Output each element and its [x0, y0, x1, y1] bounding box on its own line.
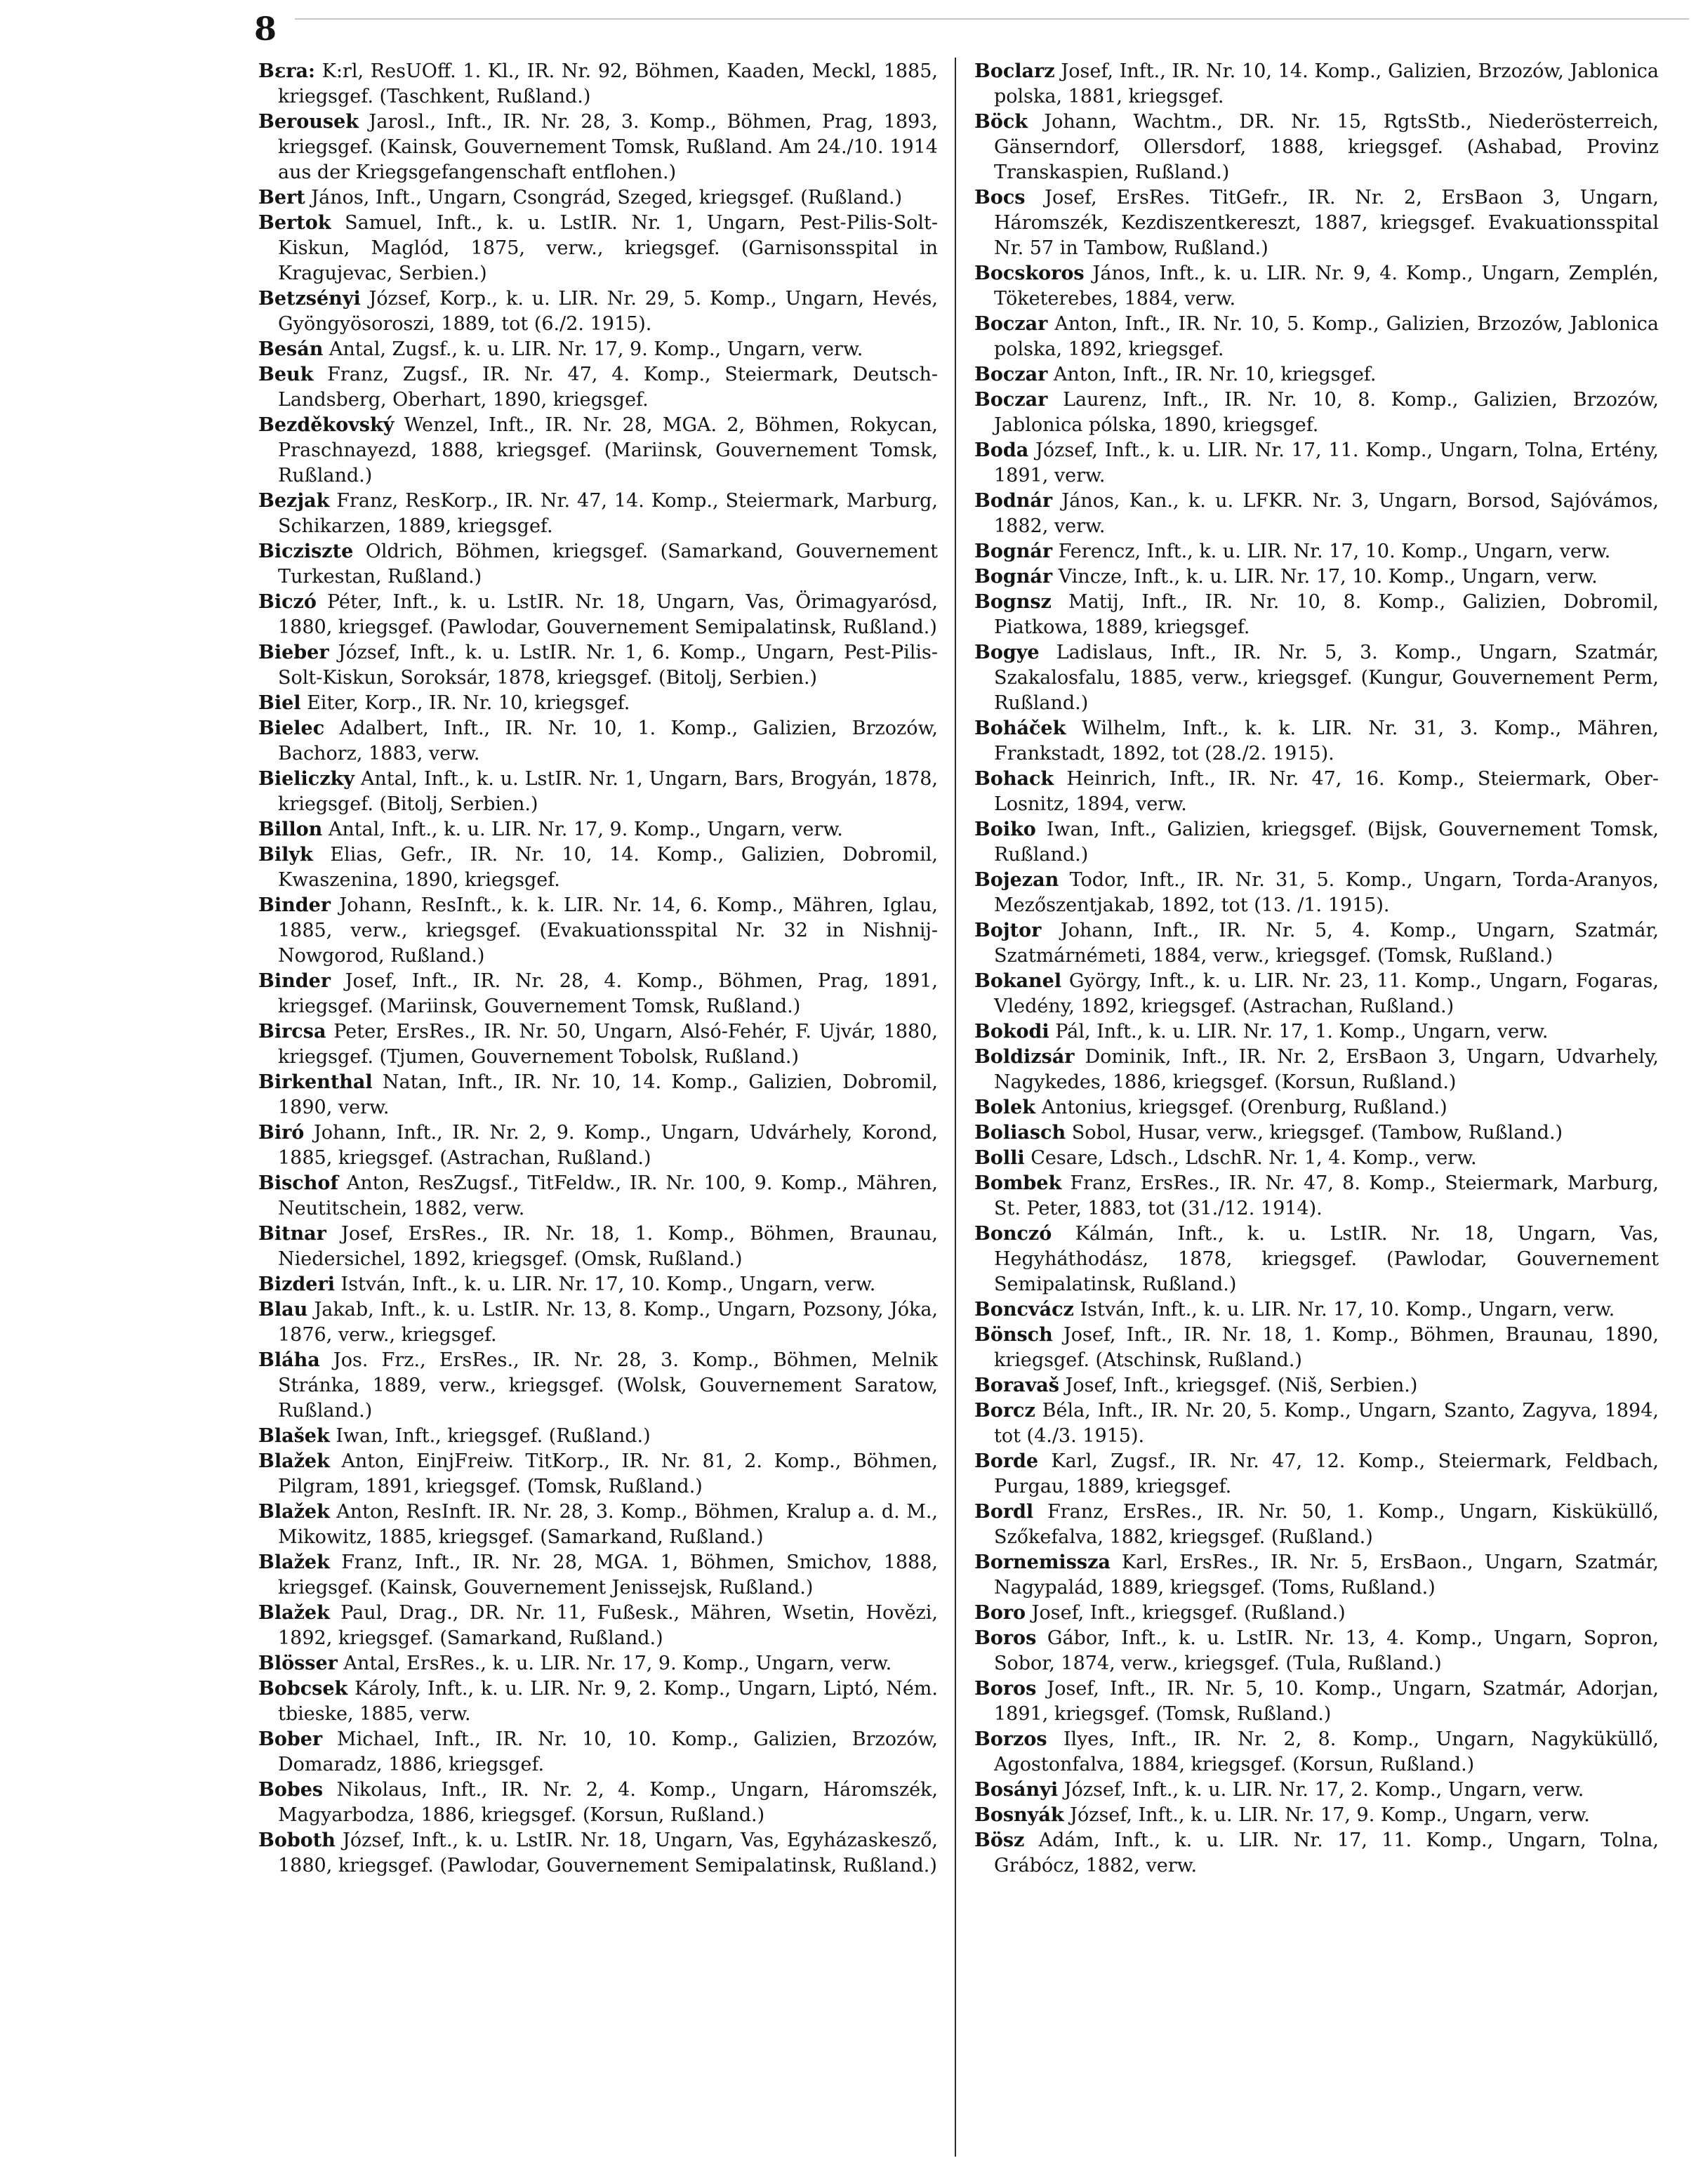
entry-details: Péter, Inft., k. u. LstIR. Nr. 18, Ungarn, Vas, Örimagyarósd, 1880, kriegsgef. (Pawlodar, Gouvernement Semipalatinsk, Rußland.) — [278, 591, 938, 638]
register-entry — [974, 1676, 1659, 1727]
entry-details: Sobol, Husar, verw., kriegsgef. (Tambow, Rußland.) — [1066, 1122, 1563, 1144]
register-entry — [974, 59, 1659, 110]
register-entry — [258, 211, 938, 286]
register-entry — [258, 640, 938, 691]
entry-surname: Binder — [258, 970, 331, 992]
entry-details: Anton, Inft., IR. Nr. 10, 5. Komp., Galizien, Brzozów, Jablonica polska, 1892, kriegsgef. — [994, 313, 1659, 360]
entry-surname: Boczar — [974, 364, 1048, 385]
register-entry — [258, 893, 938, 969]
entry-details: Iwan, Inft., kriegsgef. (Rußland.) — [329, 1425, 651, 1447]
entry-details: Eiter, Korp., IR. Nr. 10, kriegsgef. — [300, 692, 630, 714]
entry-surname: Boros — [974, 1678, 1037, 1700]
entry-details: Anton, Inft., IR. Nr. 10, kriegsgef. — [1047, 364, 1377, 385]
register-entry — [258, 1449, 938, 1500]
page-number: 8 — [254, 10, 277, 48]
entry-surname: Blažek — [258, 1602, 330, 1624]
entry-surname: Bombek — [974, 1172, 1062, 1194]
entry-details: Josef, Inft., IR. Nr. 10, 14. Komp., Galizien, Brzozów, Jablonica polska, 1881, kriegsgef. — [994, 60, 1659, 107]
register-entry — [974, 185, 1659, 261]
entry-details: Anton, EinjFreiw. TitKorp., IR. Nr. 81, 2. Komp., Böhmen, Pilgram, 1891, kriegsgef. (Tomsk, Rußland.) — [278, 1450, 938, 1497]
entry-surname: Bordl — [974, 1501, 1034, 1523]
entry-details: József, Inft., k. u. LstIR. Nr. 1, 6. Komp., Ungarn, Pest-Pilis-Solt-Kiskun, Soroksár, 1878, kriegsgef. (Bitolj, Serbien.) — [278, 642, 938, 689]
entry-details: József, Inft., k. u. LIR. Nr. 17, 11. Komp., Ungarn, Tolna, Ertény, 1891, verw. — [994, 439, 1659, 487]
entry-details: János, Inft., k. u. LIR. Nr. 9, 4. Komp., Ungarn, Zemplén, Töketerebes, 1884, verw. — [994, 263, 1659, 310]
entry-surname: Bodnár — [974, 490, 1053, 512]
entry-surname: Bosányi — [974, 1779, 1059, 1801]
entry-surname: Bláha — [258, 1349, 320, 1371]
entry-surname: Bognsz — [974, 591, 1052, 613]
entry-details: Gábor, Inft., k. u. LstIR. Nr. 13, 4. Komp., Ungarn, Sopron, Sobor, 1874, verw., kriegsgef. (Tula, Rußland.) — [994, 1627, 1659, 1674]
entry-surname: Boda — [974, 439, 1029, 461]
register-entry — [258, 716, 938, 767]
entry-details: Anton, ResInft. IR. Nr. 28, 3. Komp., Böhmen, Kralup a. d. M., Mikowitz, 1885, kriegsgef. (Samarkand, Rußland.) — [278, 1501, 938, 1548]
entry-details: Béla, Inft., IR. Nr. 20, 5. Komp., Ungarn, Szanto, Zagyva, 1894, tot (4./3. 1915). — [994, 1400, 1659, 1447]
register-entry — [258, 1171, 938, 1222]
register-entry — [258, 842, 938, 893]
entry-details: Todor, Inft., IR. Nr. 31, 5. Komp., Ungarn, Torda-Aranyos, Mezőszentjakab, 1892, tot (13. /1. 1915). — [994, 869, 1659, 916]
entry-details: Franz, ErsRes., IR. Nr. 50, 1. Komp., Ungarn, Kisküküllő, Szőkefalva, 1882, kriegsgef. (Rußland.) — [994, 1501, 1659, 1548]
entry-surname: Boháček — [974, 717, 1066, 739]
entry-surname: Blau — [258, 1299, 308, 1321]
entry-surname: Bognár — [974, 541, 1053, 562]
register-entry — [258, 1828, 938, 1879]
register-entry — [974, 1222, 1659, 1297]
entry-details: Kálmán, Inft., k. u. LstIR. Nr. 18, Ungarn, Vas, Hegyháthodász, 1878, kriegsgef. (Pawlodar, Gouvernement Semipalatinsk, Rußland.) — [994, 1223, 1659, 1295]
register-entry — [258, 539, 938, 590]
register-entry — [974, 918, 1659, 969]
register-entry — [974, 640, 1659, 716]
entry-surname: Bert — [258, 187, 305, 209]
register-entry — [974, 1323, 1659, 1373]
entry-details: Franz, ResKorp., IR. Nr. 47, 14. Komp., Steiermark, Marburg, Schikarzen, 1889, kriegsgef. — [278, 490, 938, 537]
entry-surname: Blažek — [258, 1450, 330, 1472]
register-entry — [258, 110, 938, 185]
register-entry — [974, 388, 1659, 438]
register-entry — [974, 1120, 1659, 1146]
entry-surname: Bicziszte — [258, 541, 354, 562]
entry-surname: Boczar — [974, 389, 1048, 411]
entry-surname: Boczar — [974, 313, 1048, 335]
entry-details: József, Inft., k. u. LIR. Nr. 17, 2. Komp., Ungarn, verw. — [1058, 1779, 1584, 1801]
entry-surname: Boldizsár — [974, 1046, 1075, 1068]
entry-surname: Bojezan — [974, 869, 1059, 891]
entry-details: Peter, ErsRes., IR. Nr. 50, Ungarn, Alsó-Fehér, F. Ujvár, 1880, kriegsgef. (Tjumen, Gouvernement Tobolsk, Rußland.) — [278, 1021, 938, 1068]
entry-details: Josef, Inft., kriegsgef. (Niš, Serbien.) — [1059, 1375, 1418, 1396]
entry-surname: Bobcsek — [258, 1678, 348, 1700]
register-entry — [974, 1095, 1659, 1120]
entry-surname: Blösser — [258, 1653, 338, 1674]
entry-surname: Boliasch — [974, 1122, 1066, 1144]
register-entry — [974, 1828, 1659, 1879]
entry-surname: Bircsa — [258, 1021, 326, 1043]
entry-surname: Bertok — [258, 212, 331, 234]
entry-details: Elias, Gefr., IR. Nr. 10, 14. Komp., Galizien, Dobromil, Kwaszenina, 1890, kriegsgef. — [278, 844, 938, 891]
entry-details: Pál, Inft., k. u. LIR. Nr. 17, 1. Komp., Ungarn, verw. — [1049, 1021, 1549, 1043]
entry-surname: Boclarz — [974, 60, 1055, 82]
register-entry — [258, 1120, 938, 1171]
register-entry — [258, 1222, 938, 1272]
entry-surname: Biczó — [258, 591, 317, 613]
entry-surname: Boros — [974, 1627, 1037, 1649]
entry-surname: Bielec — [258, 717, 325, 739]
entry-details: Johann, Inft., IR. Nr. 2, 9. Komp., Ungarn, Udvárhely, Korond, 1885, kriegsgef. (Astrachan, Rußland.) — [278, 1122, 938, 1169]
register-entry — [258, 767, 938, 817]
entry-details: Ferencz, Inft., k. u. LIR. Nr. 17, 10. Komp., Ungarn, verw. — [1052, 541, 1611, 562]
entry-details: Iwan, Inft., Galizien, kriegsgef. (Bijsk, Gouvernement Tomsk, Rußland.) — [994, 819, 1659, 866]
entry-surname: Billon — [258, 819, 323, 840]
entry-details: János, Inft., Ungarn, Csongrád, Szeged, kriegsgef. (Rußland.) — [305, 187, 903, 209]
register-entry — [974, 767, 1659, 817]
register-entry — [974, 817, 1659, 868]
entry-details: Josef, ErsRes., IR. Nr. 18, 1. Komp., Böhmen, Braunau, Niedersichel, 1892, kriegsgef. (Omsk, Rußland.) — [278, 1223, 938, 1270]
entry-details: Karl, ErsRes., IR. Nr. 5, ErsBaon., Ungarn, Szatmár, Nagypalád, 1889, kriegsgef. (Toms, Rußland.) — [994, 1551, 1659, 1599]
entry-details: Josef, Inft., kriegsgef. (Rußland.) — [1026, 1602, 1346, 1624]
entry-details: István, Inft., k. u. LIR. Nr. 17, 10. Komp., Ungarn, verw. — [334, 1273, 876, 1295]
entry-surname: Bokanel — [974, 970, 1062, 992]
entry-surname: Bolek — [974, 1097, 1035, 1118]
entry-surname: Bobes — [258, 1779, 324, 1801]
entry-details: Laurenz, Inft., IR. Nr. 10, 8. Komp., Galizien, Brzozów, Jablonica pólska, 1890, kriegsgef. — [994, 389, 1659, 436]
entry-surname: Bezděkovský — [258, 414, 395, 436]
entry-details: Johann, ResInft., k. k. LIR. Nr. 14, 6. Komp., Mähren, Iglau, 1885, verw., kriegsgef. (Evakuationsspital Nr. 32 in Nishnij-Nowgorod, Rußland.) — [278, 894, 938, 967]
entry-surname: Borcz — [974, 1400, 1035, 1422]
entry-surname: Bonczó — [974, 1223, 1052, 1245]
register-entry — [974, 1500, 1659, 1550]
register-entry — [974, 1019, 1659, 1045]
register-entry — [974, 489, 1659, 539]
entry-surname: Bojtor — [974, 920, 1042, 941]
register-entry — [974, 1803, 1659, 1828]
entry-details: Ilyes, Inft., IR. Nr. 2, 8. Komp., Ungarn, Nagyküküllő, Agostonfalva, 1884, kriegsgef. (Korsun, Rußland.) — [994, 1728, 1659, 1775]
entry-details: Anton, ResZugsf., TitFeldw., IR. Nr. 100, 9. Komp., Mähren, Neutitschein, 1882, verw. — [278, 1172, 938, 1219]
register-entry — [258, 1297, 938, 1348]
entry-surname: Bokodi — [974, 1021, 1049, 1043]
register-entry — [258, 1601, 938, 1651]
entry-surname: Bitnar — [258, 1223, 326, 1245]
right-column — [974, 59, 1659, 1879]
register-entry — [974, 1626, 1659, 1676]
register-entry — [258, 362, 938, 413]
entry-details: Antal, ErsRes., k. u. LIR. Nr. 17, 9. Komp., Ungarn, verw. — [337, 1653, 892, 1674]
entry-surname: Bischof — [258, 1172, 338, 1194]
entry-details: Vincze, Inft., k. u. LIR. Nr. 17, 10. Komp., Ungarn, verw. — [1052, 566, 1598, 588]
entry-surname: Böck — [974, 111, 1028, 133]
entry-surname: Biró — [258, 1122, 305, 1144]
entry-surname: Bocskoros — [974, 263, 1085, 284]
entry-details: Adalbert, Inft., IR. Nr. 10, 1. Komp., Galizien, Brzozów, Bachorz, 1883, verw. — [278, 717, 938, 765]
register-entry — [258, 413, 938, 489]
entry-details: Wenzel, Inft., IR. Nr. 28, MGA. 2, Böhmen, Rokycan, Praschnayezd, 1888, kriegsgef. (Mariinsk, Gouvernement Tomsk, Rußland.) — [278, 414, 938, 487]
register-entry — [258, 59, 938, 110]
register-entry — [974, 969, 1659, 1019]
entry-surname: Bieliczky — [258, 768, 354, 790]
entry-surname: Boiko — [974, 819, 1036, 840]
entry-surname: Bognár — [974, 566, 1053, 588]
entry-surname: Bösz — [974, 1829, 1025, 1851]
column-divider — [955, 58, 956, 2157]
entry-details: József, Inft., k. u. LIR. Nr. 17, 9. Komp., Ungarn, verw. — [1063, 1804, 1590, 1826]
entry-surname: Bocs — [974, 187, 1026, 209]
register-entry — [258, 817, 938, 842]
entry-surname: Birkenthal — [258, 1071, 373, 1093]
entry-details: Josef, Inft., IR. Nr. 28, 4. Komp., Böhmen, Prag, 1891, kriegsgef. (Mariinsk, Gouvernement Tomsk, Rußland.) — [278, 970, 938, 1017]
register-entry — [974, 1778, 1659, 1803]
entry-surname: Boboth — [258, 1829, 336, 1851]
entry-surname: Biel — [258, 692, 301, 714]
entry-details: Adám, Inft., k. u. LIR. Nr. 17, 11. Komp., Ungarn, Tolna, Grábócz, 1882, verw. — [994, 1829, 1659, 1877]
left-column — [258, 59, 938, 1879]
entry-details: István, Inft., k. u. LIR. Nr. 17, 10. Komp., Ungarn, verw. — [1073, 1299, 1615, 1321]
entry-surname: Bɛra: — [258, 60, 315, 82]
entry-surname: Bönsch — [974, 1324, 1053, 1346]
register-entry — [258, 1727, 938, 1778]
entry-details: Karl, Zugsf., IR. Nr. 47, 12. Komp., Steiermark, Feldbach, Purgau, 1889, kriegsgef. — [994, 1450, 1659, 1497]
entry-details: Jarosl., Inft., IR. Nr. 28, 3. Komp., Böhmen, Prag, 1893, kriegsgef. (Kainsk, Gouvernement Tomsk, Rußland. Am 24./10. 1914 aus der Kriegsgefangenschaft entflohen.) — [278, 111, 938, 183]
register-entry — [974, 110, 1659, 185]
register-entry — [258, 1676, 938, 1727]
register-entry — [258, 185, 938, 211]
entry-details: György, Inft., k. u. LIR. Nr. 23, 11. Komp., Ungarn, Fogaras, Vledény, 1892, kriegsgef. (Astrachan, Rußland.) — [994, 970, 1659, 1017]
entry-details: Ladislaus, Inft., IR. Nr. 5, 3. Komp., Ungarn, Szatmár, Szakalosfalu, 1885, verw., kriegsgef. (Kungur, Gouvernement Perm, Rußland.) — [994, 642, 1659, 714]
entry-surname: Boro — [974, 1602, 1026, 1624]
register-entry — [258, 1500, 938, 1550]
register-entry — [258, 1348, 938, 1424]
register-entry — [258, 1550, 938, 1601]
entry-surname: Bolli — [974, 1147, 1025, 1169]
register-entry — [974, 590, 1659, 640]
entry-details: Franz, Zugsf., IR. Nr. 47, 4. Komp., Steiermark, Deutsch-Landsberg, Oberhart, 1890, kriegsgef. — [278, 364, 938, 411]
entry-details: Franz, ErsRes., IR. Nr. 47, 8. Komp., Steiermark, Marburg, St. Peter, 1883, tot (31./12. 1914). — [994, 1172, 1659, 1219]
entry-details: Natan, Inft., IR. Nr. 10, 14. Komp., Galizien, Dobromil, 1890, verw. — [278, 1071, 938, 1118]
entry-details: Antonius, kriegsgef. (Orenburg, Rußland.) — [1035, 1097, 1447, 1118]
entry-surname: Beuk — [258, 364, 314, 385]
entry-surname: Bezjak — [258, 490, 330, 512]
register-entry — [974, 539, 1659, 564]
entry-details: K:rl, ResUOff. 1. Kl., IR. Nr. 92, Böhmen, Kaaden, Meckl, 1885, kriegsgef. (Taschkent, Rußland.) — [278, 60, 938, 107]
register-entry — [258, 489, 938, 539]
entry-surname: Boncvácz — [974, 1299, 1074, 1321]
register-entry — [258, 691, 938, 716]
entry-surname: Borzos — [974, 1728, 1047, 1750]
entry-surname: Berousek — [258, 111, 359, 133]
register-entry — [258, 1651, 938, 1676]
header-rule — [295, 18, 1689, 20]
entry-details: Oldrich, Böhmen, kriegsgef. (Samarkand, Gouvernement Turkestan, Rußland.) — [278, 541, 938, 588]
register-entry — [258, 590, 938, 640]
entry-details: Samuel, Inft., k. u. LstIR. Nr. 1, Ungarn, Pest-Pilis-Solt-Kiskun, Maglód, 1875, verw., kriegsgef. (Garnisonsspital in Kragujevac, Serbien.) — [278, 212, 938, 284]
register-entry — [974, 261, 1659, 312]
entry-details: Michael, Inft., IR. Nr. 10, 10. Komp., Galizien, Brzozów, Domaradz, 1886, kriegsgef. — [278, 1728, 938, 1775]
entry-details: Antal, Inft., k. u. LstIR. Nr. 1, Ungarn, Bars, Brogyán, 1878, kriegsgef. (Bitolj, Serbien.) — [278, 768, 938, 815]
register-entry — [974, 312, 1659, 362]
entry-details: Jakab, Inft., k. u. LstIR. Nr. 13, 8. Komp., Ungarn, Pozsony, Jóka, 1876, verw., kriegsgef. — [278, 1299, 938, 1346]
entry-details: Károly, Inft., k. u. LIR. Nr. 9, 2. Komp., Ungarn, Liptó, Ném. tbieske, 1885, verw. — [278, 1678, 938, 1725]
register-entry — [974, 1373, 1659, 1398]
entry-surname: Borde — [974, 1450, 1039, 1472]
entry-details: Jos. Frz., ErsRes., IR. Nr. 28, 3. Komp., Böhmen, Melnik Stránka, 1889, verw., kriegsgef. (Wolsk, Gouvernement Saratow, Rußland.) — [278, 1349, 938, 1422]
entry-details: Cesare, Ldsch., LdschR. Nr. 1, 4. Komp., verw. — [1024, 1147, 1477, 1169]
register-entry — [258, 1778, 938, 1828]
entry-details: Josef, ErsRes. TitGefr., IR. Nr. 2, ErsBaon 3, Ungarn, Háromszék, Kezdiszentkereszt, 1887, kriegsgef. Evakuationsspital Nr. 57 in Tambow, Rußland.) — [994, 187, 1659, 259]
entry-details: Paul, Drag., DR. Nr. 11, Fußesk., Mähren, Wsetin, Hovězi, 1892, kriegsgef. (Samarkand, Rußland.) — [278, 1602, 938, 1649]
entry-details: Heinrich, Inft., IR. Nr. 47, 16. Komp., Steiermark, Ober-Losnitz, 1894, verw. — [994, 768, 1659, 815]
register-entry — [258, 1019, 938, 1070]
entry-details: Johann, Wachtm., DR. Nr. 15, RgtsStb., Niederösterreich, Gänserndorf, Ollersdorf, 1888, kriegsgef. (Ashabad, Provinz Transkaspien, Rußland.) — [994, 111, 1659, 183]
entry-surname: Bilyk — [258, 844, 313, 866]
entry-surname: Binder — [258, 894, 331, 916]
register-entry — [974, 1601, 1659, 1626]
entry-surname: Bober — [258, 1728, 323, 1750]
entry-details: Wilhelm, Inft., k. k. LIR. Nr. 31, 3. Komp., Mähren, Frankstadt, 1892, tot (28./2. 1915). — [994, 717, 1659, 765]
entry-details: József, Korp., k. u. LIR. Nr. 29, 5. Komp., Ungarn, Hevés, Gyöngyösoroszi, 1889, tot (6./2. 1915). — [278, 288, 938, 335]
entry-details: Antal, Zugsf., k. u. LIR. Nr. 17, 9. Komp., Ungarn, verw. — [323, 338, 863, 360]
entry-details: Franz, Inft., IR. Nr. 28, MGA. 1, Böhmen, Smichov, 1888, kriegsgef. (Kainsk, Gouvernement Jenissejsk, Rußland.) — [278, 1551, 938, 1599]
entry-surname: Bosnyák — [974, 1804, 1064, 1826]
register-entry — [974, 1727, 1659, 1778]
entry-details: Josef, Inft., IR. Nr. 18, 1. Komp., Böhmen, Braunau, 1890, kriegsgef. (Atschinsk, Rußland.) — [994, 1324, 1659, 1371]
entry-surname: Blašek — [258, 1425, 330, 1447]
entry-surname: Bohack — [974, 768, 1054, 790]
register-entry — [974, 362, 1659, 388]
entry-details: Antal, Inft., k. u. LIR. Nr. 17, 9. Komp., Ungarn, verw. — [322, 819, 843, 840]
register-entry — [258, 337, 938, 362]
register-entry — [974, 868, 1659, 918]
register-entry — [974, 716, 1659, 767]
entry-surname: Betzsényi — [258, 288, 361, 310]
register-entry — [974, 1171, 1659, 1222]
entry-details: Josef, Inft., IR. Nr. 5, 10. Komp., Ungarn, Szatmár, Adorjan, 1891, kriegsgef. (Tomsk, Rußland.) — [994, 1678, 1659, 1725]
register-entry — [258, 1424, 938, 1449]
register-entry — [974, 564, 1659, 590]
register-entry — [974, 1398, 1659, 1449]
register-entry — [258, 1272, 938, 1297]
entry-surname: Blažek — [258, 1501, 330, 1523]
entry-surname: Bieber — [258, 642, 329, 663]
entry-surname: Bizderi — [258, 1273, 335, 1295]
entry-surname: Besán — [258, 338, 324, 360]
entry-surname: Bogye — [974, 642, 1040, 663]
entry-surname: Boravaš — [974, 1375, 1059, 1396]
entry-details: Matij, Inft., IR. Nr. 10, 8. Komp., Galizien, Dobromil, Piatkowa, 1889, kriegsgef. — [994, 591, 1659, 638]
entry-surname: Blažek — [258, 1551, 330, 1573]
entry-surname: Bornemissza — [974, 1551, 1111, 1573]
entry-details: Dominik, Inft., IR. Nr. 2, ErsBaon 3, Ungarn, Udvarhely, Nagykedes, 1886, kriegsgef. (Korsun, Rußland.) — [994, 1046, 1659, 1093]
entry-details: János, Kan., k. u. LFKR. Nr. 3, Ungarn, Borsod, Sajóvámos, 1882, verw. — [994, 490, 1659, 537]
register-entry — [974, 1449, 1659, 1500]
register-entry — [974, 1297, 1659, 1323]
register-entry — [258, 286, 938, 337]
register-entry — [974, 1045, 1659, 1095]
entry-details: Johann, Inft., IR. Nr. 5, 4. Komp., Ungarn, Szatmár, Szatmárnémeti, 1884, verw., kriegsgef. (Tomsk, Rußland.) — [994, 920, 1659, 967]
register-entry — [258, 1070, 938, 1120]
register-entry — [974, 1550, 1659, 1601]
register-entry — [974, 1146, 1659, 1171]
entry-details: József, Inft., k. u. LstIR. Nr. 18, Ungarn, Vas, Egyházaskesző, 1880, kriegsgef. (Pawlodar, Gouvernement Semipalatinsk, Rußland.) — [278, 1829, 938, 1877]
entry-details: Nikolaus, Inft., IR. Nr. 2, 4. Komp., Ungarn, Háromszék, Magyarbodza, 1886, kriegsgef. (Korsun, Rußland.) — [278, 1779, 938, 1826]
register-entry — [974, 438, 1659, 489]
register-entry — [258, 969, 938, 1019]
